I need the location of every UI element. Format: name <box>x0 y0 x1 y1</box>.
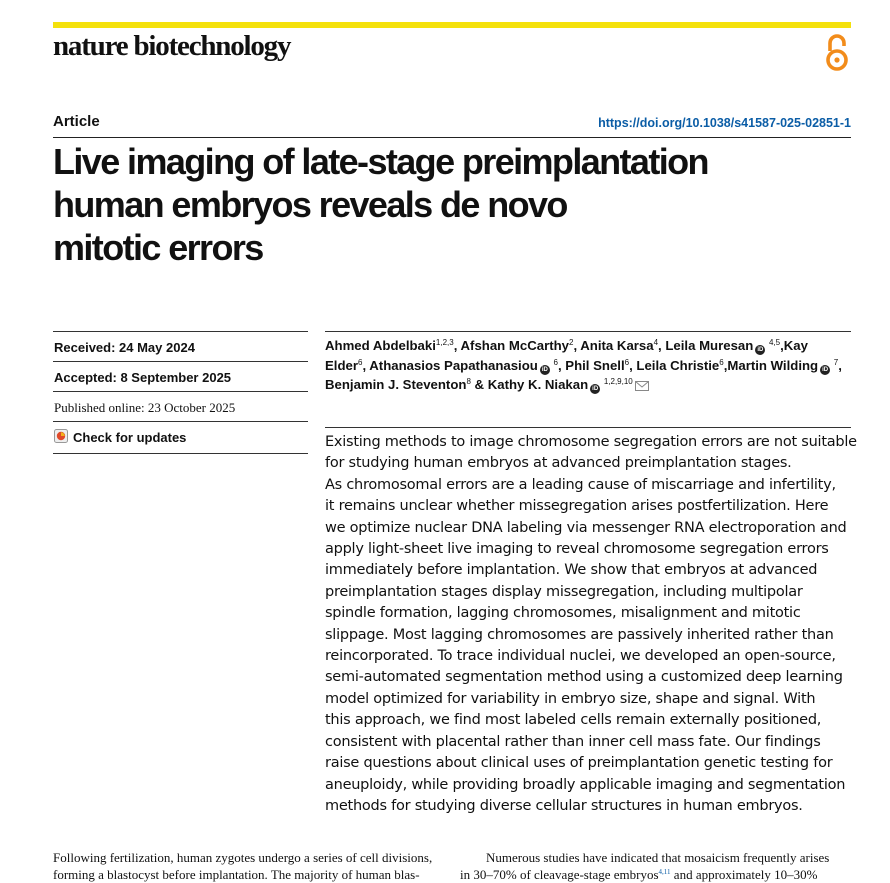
published-date: Published online: 23 October 2025 <box>53 391 308 421</box>
abstract-line: reincorporated. To trace individual nuclei, we developed an open-source, <box>325 648 836 665</box>
citation-reference[interactable]: 4,11 <box>658 868 671 876</box>
affiliation-superscript[interactable]: 6 <box>719 357 724 367</box>
author-name[interactable]: Phil Snell <box>565 357 625 373</box>
journal-accent-bar <box>53 22 851 28</box>
author-separator: & <box>470 377 488 393</box>
affiliation-superscript[interactable]: 7 <box>833 357 839 367</box>
abstract-line: this approach, we find most labeled cells remain externally positioned, <box>325 712 822 729</box>
body-line: Numerous studies have indicated that mosaicism frequently arises <box>486 850 830 865</box>
author-name[interactable]: Kay Elder <box>325 338 808 373</box>
abstract-line: slippage. Most lagging chromosomes are passively inherited rather than <box>325 626 834 643</box>
author-separator: , <box>453 338 461 353</box>
article-title <box>53 140 843 269</box>
author-name[interactable]: Ahmed Abdelbaki <box>325 338 436 353</box>
affiliation-superscript[interactable]: 6 <box>553 357 558 367</box>
check-for-updates-button[interactable] <box>53 421 308 454</box>
abstract-line: methods for studying diverse cellular structures in human embryos. <box>325 797 803 814</box>
doi-link[interactable]: https://doi.org/10.1038/s41587-025-02851-1 <box>598 116 851 130</box>
affiliation-superscript[interactable]: 1,2,9,10 <box>603 377 633 387</box>
check-updates-icon <box>54 429 68 443</box>
affiliation-superscript[interactable]: 6 <box>357 357 363 367</box>
body-line <box>460 866 852 883</box>
affiliation-superscript[interactable]: 4,5 <box>768 338 781 347</box>
author-name[interactable]: Anita Karsa <box>580 338 654 353</box>
author-separator: , <box>573 338 581 353</box>
body-text-right-column <box>460 849 852 883</box>
accepted-date: Accepted: 8 September 2025 <box>53 361 308 391</box>
orcid-icon[interactable]: iD <box>757 347 764 353</box>
abstract-line: spindle formation, lagging chromosomes, misalignment and mitotic <box>325 605 801 622</box>
orcid-icon[interactable]: iD <box>822 366 829 373</box>
journal-name[interactable]: nature biotechnology <box>53 30 291 62</box>
author-separator: , <box>557 357 566 373</box>
title-line: mitotic errors <box>53 227 263 268</box>
abstract-divider <box>325 427 851 428</box>
title-line: human embryos reveals de novo <box>53 184 567 225</box>
email-icon[interactable] <box>635 381 649 391</box>
abstract-line: model optimized for variability in embryo size, shape and signal. With <box>325 690 816 707</box>
affiliation-superscript[interactable]: 8 <box>466 377 471 387</box>
orcid-icon[interactable]: iD <box>541 366 548 373</box>
abstract-line: for studying human embryos at advanced preimplantation stages. <box>325 455 792 472</box>
author-separator: , <box>780 338 784 353</box>
abstract-line: it remains unclear whether missegregation arises postfertilization. Here <box>325 498 829 515</box>
author-separator: , <box>658 338 666 353</box>
author-name[interactable]: Benjamin J. Steventon <box>325 377 467 393</box>
article-type: Article <box>53 113 100 130</box>
abstract-line: aneuploidy, while providing broadly applicable imaging and segmentation <box>325 776 846 793</box>
author-separator: , <box>723 357 728 373</box>
affiliation-superscript[interactable]: 6 <box>624 357 630 367</box>
body-line: forming a blastocyst before implantation. The majority of human blas- <box>53 867 420 882</box>
abstract-line: immediately before implantation. We show that embryos at advanced <box>325 562 818 579</box>
author-separator: , <box>362 357 370 373</box>
author-separator: , <box>629 357 637 373</box>
affiliation-superscript[interactable]: 2 <box>568 338 574 347</box>
author-name[interactable]: Kathy K. Niakan <box>487 377 589 393</box>
author-name[interactable]: Afshan McCarthy <box>460 338 569 353</box>
check-updates-label: Check for updates <box>73 430 187 445</box>
author-name[interactable]: Leila Muresan <box>665 338 754 353</box>
title-line: Live imaging of late-stage preimplantation <box>53 141 708 182</box>
affiliation-superscript[interactable]: 4 <box>653 338 659 347</box>
abstract-line: preimplantation stages display missegregation, including multipolar <box>325 583 803 600</box>
abstract-line: Existing methods to image chromosome segregation errors are not suitable <box>325 434 857 450</box>
author-name[interactable]: Athanasios Papathanasiou <box>369 357 538 373</box>
abstract-line: semi-automated segmentation method using a customized deep learning <box>325 669 843 686</box>
received-date: Received: 24 May 2024 <box>53 331 308 361</box>
abstract-line: we optimize nuclear DNA labeling via messenger RNA electroporation and <box>325 519 847 536</box>
abstract <box>325 432 857 817</box>
author-list <box>325 336 851 395</box>
body-fragment: in 30–70% of cleavage-stage embryos <box>460 867 659 882</box>
author-name[interactable]: Martin Wilding <box>727 357 819 373</box>
author-separator: , <box>838 357 842 373</box>
open-access-icon <box>822 33 852 73</box>
abstract-line: consistent with placental rather than inner cell mass fate. Our findings <box>325 733 821 750</box>
authors-divider <box>325 331 851 332</box>
affiliation-superscript[interactable]: 1,2,3 <box>435 338 454 347</box>
body-text-left-column <box>53 849 445 883</box>
author-name[interactable]: Leila Christie <box>636 357 720 373</box>
body-line: Following fertilization, human zygotes undergo a series of cell divisions, <box>53 850 433 865</box>
header-divider <box>53 137 851 138</box>
abstract-line: apply light-sheet live imaging to reveal chromosome segregation errors <box>325 541 829 558</box>
orcid-icon[interactable]: iD <box>592 386 599 393</box>
body-fragment: and approximately 10–30% <box>670 867 818 882</box>
article-dates-panel <box>53 331 308 454</box>
abstract-line: As chromosomal errors are a leading cause of miscarriage and infertility, <box>325 476 836 493</box>
abstract-line: raise questions about clinical uses of preimplantation genetic testing for <box>325 755 833 772</box>
